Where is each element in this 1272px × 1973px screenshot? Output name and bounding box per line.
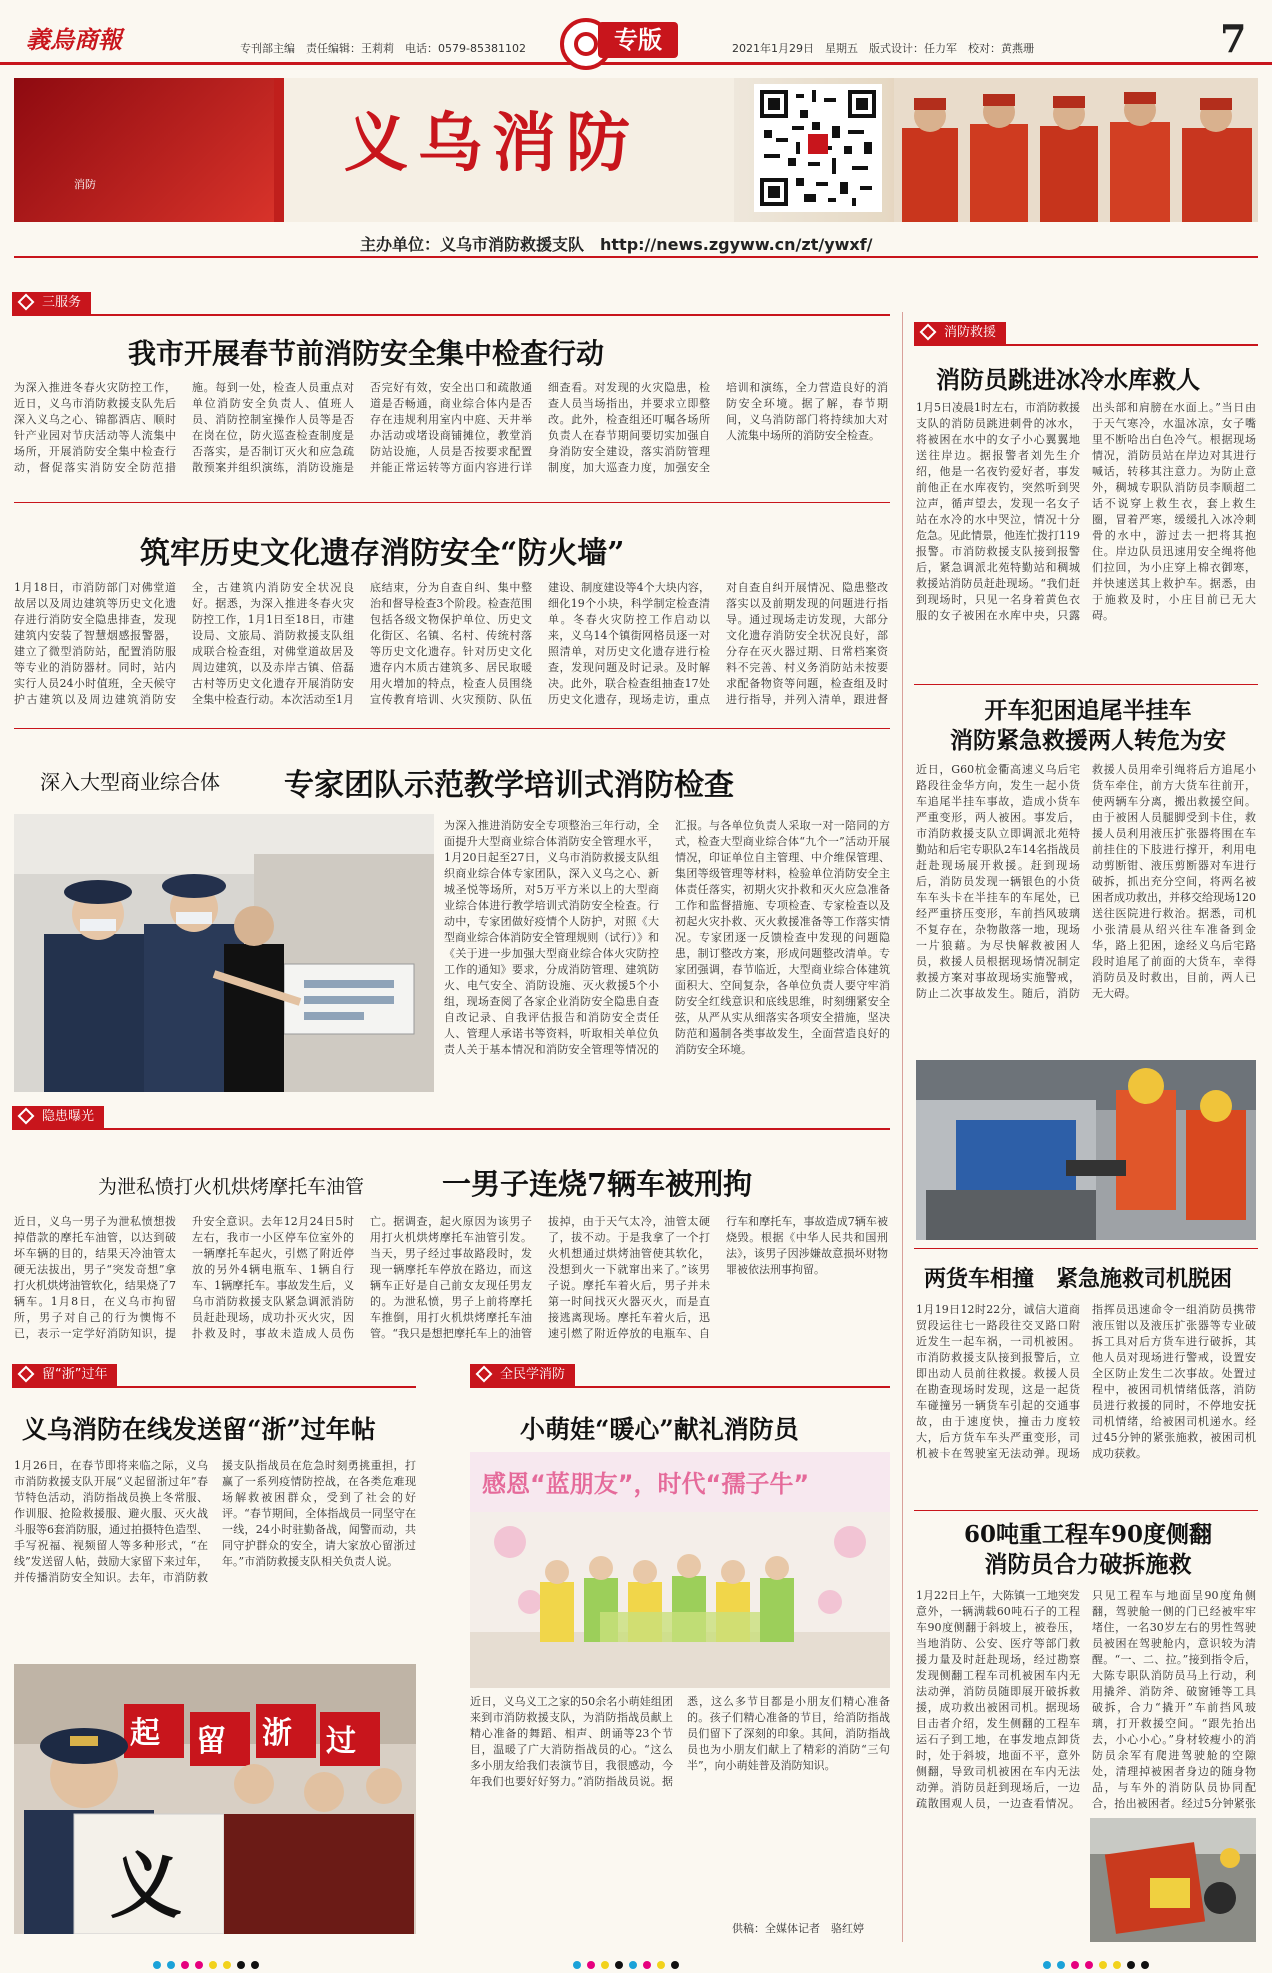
section-rule (12, 1128, 890, 1130)
article-3-title: 专家团队示范教学培训式消防检查 (284, 768, 734, 803)
article-4-body: 1月5日凌晨1时左右，市消防救援支队的消防员跳进刺骨的冰水，将被困在水中的女子小心翼翼地送往岸边。据报警者刘先生介绍，他是一名夜钓爱好者，事发前他正在水库夜钓，突然听到哭泣声，循声望去，发现一名女子站在水冷的水中哭泣，情况十分危急。见此情景，他连忙拨打119报警。市消防救援支队接到报警后，紧急调派北苑特勤站和稠城救援站消防员赶赴现场。“我们赶到现场时，只见一名身着黄色衣服的女子被困在水库中央，只露出头部和肩膀在水面上。”当日由于天气寒冷，水温冰凉，女子嘴里不断哈出白色冷气。根据现场情况，消防员站在岸边对其进行喊话，转移其注意力。为防止意外，稠城专职队消防员李顺超二话不说穿上救生衣，套上救生圈，冒着严寒，缓缓扎入冰冷刺骨的水中，游过去一把将其抱住。岸边队员迅速用安全绳将他们拉回，为小庄穿上棉衣御寒，并快速送其上救护车。据悉，由于施救及时，小庄目前已无大碍。 (916, 401, 1256, 622)
article-9-title: 义乌消防在线发送留“浙”过年帖 (22, 1415, 376, 1444)
footer-dots-right (1040, 1954, 1152, 1973)
photo-caption-banner: 感恩“蓝朋友”，时代“孺子牛” (482, 1470, 810, 1498)
section-rule (470, 1386, 890, 1388)
article-4-title: 消防员跳进冰冷水库救人 (936, 365, 1200, 394)
article-10-title: 小萌娃“暖心”献礼消防员 (520, 1415, 799, 1444)
article-1-title: 我市开展春节前消防安全集中检查行动 (128, 337, 605, 370)
footer-dots-center (570, 1954, 682, 1973)
article-3-kicker: 深入大型商业综合体 (40, 770, 220, 794)
divider (14, 728, 890, 729)
article-9-body: 1月26日，在春节即将来临之际，义乌市消防救援支队开展“义起留浙过年”春节特色活动，消防指战员换上冬常服、作训服、抢险救援服、避火服、灭火战斗服等6套消防服，通过拍摄特色造型、手写祝福、视频留人等多种形式，“在线”发送留人帖，鼓励大家留下来过年，并传播消防安全知识。去年，市消防救援支队指战员在危急时刻勇挑重担，打赢了一系列疫情防控战，在各类危难现场解救被困群众，受到了社会的好评。“春节期间，全体指战员一同坚守在一线，24小时驻勤备战，闻警而动，共同守护群众的安全，请大家放心留浙过年。”市消防救援支队相关负责人说。 (14, 1459, 416, 1584)
article-8-title-right: 一男子连烧7辆车被刑拘 (442, 1167, 753, 1201)
poster-char-zhe: 浙 (262, 1716, 292, 1751)
divider (914, 684, 1258, 685)
overturned-truck-photo (1090, 1818, 1256, 1942)
section-rule (914, 344, 1258, 346)
sponsor-line: 主办单位：义乌市消防救援支队 http://news.zgyww.cn/zt/ywxf/ (360, 235, 873, 254)
liuzhe-poster-photo (14, 1664, 416, 1934)
column-divider (902, 312, 903, 1942)
article-8-title-left: 为泄私愤打火机烘烤摩托车油管 (98, 1176, 365, 1198)
article-3-body: 为深入推进消防安全专项整治三年行动，全面提升大型商业综合体消防安全管理水平，1月20日起至27日，义乌市消防救援支队组织商业综合体专家团队，深入义乌之心、新城圣悦等场所，对5万平方米以上的大型商业综合体进行教学培训式消防安全检查。行动中，专家团做好疫情个人防护，对照《大型商业综合体消防安全管理规则（试行）》和《关于进一步加强大型商业综合体火灾防控工作的通知》要求，分成消防管理、建筑防火、电气安全、消防设施、灭火救援5个小组，现场查阅了各家企业消防安全隐患自查自改记录、自我评估报告和消防安全责任人、管理人承诺书等资料，听取相关单位负责人关于基本情况和消防安全管理等情况的汇报。与各单位负责人采取一对一陪同的方式，检查大型商业综合体“九个一”活动开展情况，印证单位自主管理、中介维保管理、集团等级管理等材料，检验单位消防安全主体责任落实，初期火灾扑救和灭火应急准备工作和监督措施、专项检查、专家检查以及初起火灾扑救、灭火救援准备等工作落实情况。专家团逐一反馈检查中发现的问题隐患，制订整改方案，形成问题整改清单。专家团强调，春节临近，大型商业综合体建筑面积大、空间复杂，各单位负责人要守牢消防安全红线意识和底线思维，时刻绷紧安全弦，从严从实从细落实各项安全措施，坚决防范和遏制各类事故发生，全面营造良好的消防安全环境。 (444, 819, 890, 1056)
qr-code[interactable] (754, 84, 882, 212)
poster-char-qi: 起 (130, 1716, 160, 1751)
banner-left-text: 消防 (74, 178, 96, 191)
article-5-body: 近日，G60杭金衢高速义乌后宅路段往金华方向，发生一起小货车追尾半挂车事故，造成小货车严重变形，两人被困。事发后，市消防救援支队立即调派北苑特勤站和后宅专职队2车14名指战员赶赴现场展开救援。赶到现场后，消防员发现一辆银色的小货车车头卡在半挂车的车尾处，已经严重挤压变形，车前挡风玻璃不复存在，杂物散落一地，现场一片狼藉。为尽快解救被困人员，救援人员根据现场情况制定救援方案对事故现场实施警戒，防止二次事故发生。随后，消防救援人员用牵引绳将后方追尾小货车牵住，前方大货车往前开，使两辆车分离，搬出救援空间。由于被困人员腿脚受到卡住，救援人员利用液压扩张器将围在车前挂住的下肢进行撑开，利用电动剪断钳、液压剪断器对车进行破拆，抓出充分空间，将两名被困者成功救出，并移交给现场120送往医院进行救治。据悉，司机小张清晨从绍兴往车准备到金华，路上犯困，途经义乌后宅路段时追尾了前面的大货车，幸得消防员及时救出，目前，两人已无大碍。 (916, 763, 1256, 1000)
editorial-credits: 专刊部主编 责任编辑：王莉莉 电话：0579-85381102 (240, 42, 526, 55)
banner-flame-area (14, 78, 274, 222)
article-10-body: 近日，义乌义工之家的50余名小萌娃组团来到市消防救援支队，为消防指战员献上精心准备的舞蹈、相声、朗诵等23个节目，温暖了广大消防指战员的心。“这么多小朋友给我们表演节目，我很感动，今年我们也要好好努力。”消防指战员说。据悉，这么多节目都是小朋友们精心准备的。孩子们精心准备的节目，给消防指战员们留下了深刻的印象。其间，消防指战员也为小朋友们献上了精彩的消防“三句半”，向小萌娃普及消防知识。 (470, 1695, 890, 1788)
article-1-body: 为深入推进冬春火灾防控工作，近日，义乌市消防救援支队先后深入义乌之心、锦都酒店、顺时针产业园对节庆活动等人流集中场所，开展消防安全集中检查行动，督促落实消防安全防范措施。每到一处，检查人员重点对单位消防安全负责人、值班人员、消防控制室操作人员等是否在岗在位，防火巡查检查制度是否落实，是否制订灭火和应急疏散预案并组织演练，消防设施是否完好有效，安全出口和疏散通道是否畅通，商业综合体内是否存在违规利用室内中庭、天井举办活动或堵设商铺摊位，教堂消防站设施，人员是否按要求配置并能正常运转等方面内容进行详细查看。对发现的火灾隐患，检查人员当场指出，并要求立即整改。此外，检查组还叮嘱各场所负责人在春节期间要切实加强自身消防安全建设，落实消防管理制度，加大巡查力度，加强安全培训和演练，全力营造良好的消防安全环境。据了解，春节期间，义乌消防部门将持续加大对人流集中场所的消防安全检查。 (14, 381, 888, 474)
article-5-title: 开车犯困追尾半挂车 消防紧急救援两人转危为安 (950, 697, 1226, 754)
truck-rescue-photo (916, 1060, 1256, 1240)
newspaper-logo: 義烏商報 (26, 25, 122, 54)
page-number: 7 (1220, 16, 1247, 61)
article-6-body: 1月19日12时22分，诚信大道商贸段运往七一路段往交叉路口附近发生一起车祸，一司机被困。市消防救援支队接到报警后，立即出动人员前往救援。救援人员在勘查现场时发现，这是一起货车碰撞另一辆货车引起的交通事故，由于速度快，撞击力度较大，后方货车车头严重变形，司机被卡在驾驶室无法动弹。现场指挥员迅速命令一组消防员携带液压钳以及液压扩张器等专业破拆工具对后方货车进行破拆，其他人员对现场进行警戒，设置安全区防止发生二次事故。处置过程中，被困司机情绪低落，消防员进行救援的同时，不停地安抚司机情绪，给被困司机递水。经过45分钟的紧张施救，被困司机成功获救。 (916, 1303, 1256, 1460)
section-tag-jiuyuan: 消防救援 (914, 322, 1006, 344)
article-8-body: 近日，义乌一男子为泄私愤想拨掉借款的摩托车油管，以达到破坏车辆的目的，结果天冷油管太硬无法拔出，男子“突发奇想”拿打火机烘烤油管软化，结果烧了7辆车。1月8日，在义乌市拘留所，男子对自己的行为懊悔不已，表示一定学好消防知识，提升安全意识。去年12月24日5时左右，我市一小区停车位室外的一辆摩托车起火，引燃了附近停放的另外4辆电瓶车、1辆自行车、1辆摩托车。事故发生后，义乌市消防救援支队紧急调派消防员赶赴现场，成功扑灭火灾，因扑救及时，事故未造成人员伤亡。据调查，起火原因为该男子用打火机烘烤摩托车油管引发。当天，男子经过事故路段时，发现一辆摩托车停放在路边，而这辆车正好是自己前女友现任男友的。为泄私愤，男子上前将摩托车推倒，用打火机烘烤摩托车油管。“我只是想把摩托车上的油管拔掉，由于天气太冷，油管太硬了，拔不动。于是我拿了一个打火机想通过烘烤油管使其软化，没想到火一下就窜出来了。”该男子说。摩托车着火后，男子并未第一时间找灭火器灭火，而是直接逃离现场。摩托车着火后，迅速引燃了附近停放的电瓶车、自行车和摩托车，事故造成7辆车被烧毁。根据《中华人民共和国刑法》，该男子因涉嫌故意损坏财物罪被依法刑事拘留。 (14, 1215, 888, 1340)
divider (914, 1248, 1258, 1249)
section-banner (14, 78, 1258, 222)
footer-color-bar (0, 1950, 1272, 1971)
article-7-body: 1月22日上午，大陈镇一工地突发意外，一辆满载60吨石子的工程车90度侧翻于斜坡上，被卷压，当地消防、公安、医疗等部门救援力量及时赶赴现场，经过勘察发现侧翻工程车司机被困车内无法动弹，消防员随即展开破拆救援，成功救出被困司机。据现场目击者介绍，发生侧翻的工程车运石子到工地，在事发地点卸货时，处于斜坡，地面不平，意外侧翻，导致司机被困在车内无法动弹。消防员赶到现场后，一边疏散围观人员，一边查看情况。只见工程车与地面呈90度角侧翻，驾驶舱一侧的门已经被牢牢堵住，一名30岁左右的男性驾驶员被困在驾驶舱内，意识较为清醒。“一、二、拉。”接到指令后，大陈专职队消防员马上行动，利用撬斧、消防斧、破窗锤等工具破拆，合力“撬开”车前挡风玻璃，打开救援空间。“跟先抬出去，小心小心。”身材较瘦小的消防员余军有爬进驾驶舱的空隙处，清理掉被困者身边的随身物品，与车外的消防队员协同配合，抬出被困者。经过5分钟紧张 (916, 1589, 1256, 1810)
sponsor-rule (14, 256, 1258, 258)
poster-char-guo: 过 (326, 1724, 356, 1759)
section-tag-sanfuwu: 三服务 (12, 292, 91, 314)
section-tag-quanmin: 全民学消防 (470, 1364, 575, 1386)
poster-yi-char: 义 (110, 1843, 183, 1928)
section-tag-liuzhe: 留“浙”过年 (12, 1364, 117, 1386)
article-7-title: 60吨重工程车90度侧翻 消防员合力破拆施救 (963, 1521, 1212, 1578)
banner-title: 义乌消防 (344, 106, 640, 181)
section-rule (12, 314, 890, 316)
firefighters-lineup-image (894, 78, 1258, 222)
footer-dots-left (150, 1954, 262, 1973)
section-tag-yinhuan: 隐患曝光 (12, 1106, 104, 1128)
section-rule (12, 1386, 416, 1388)
article-10-byline: 供稿：全媒体记者 骆红婷 (732, 1922, 864, 1935)
divider (14, 502, 890, 503)
divider (914, 1510, 1258, 1511)
badge-label: 专版 (598, 22, 678, 58)
dateline: 2021年1月29日 星期五 版式设计：任力军 校对：黄燕珊 (732, 42, 1034, 55)
inspection-training-photo (14, 814, 434, 1092)
article-2-body: 1月18日，市消防部门对佛堂道故居以及周边建筑等历史文化遗存进行消防安全隐患排查，发现建筑内安装了智慧烟感报警器，建立了微型消防站，配置消防服等专业的消防器材。同时，站内实行人员24小时值班，全天候守护古建筑以及周边建筑消防安全，古建筑内消防安全状况良好。据悉，为深入推进冬春火灾防控工作，1月1日至18日，市建设局、文旅局、消防救援支队组成联合检查组，对佛堂道故居及周边建筑，以及赤岸古镇、倍磊古村等历史文化遗存开展消防安全集中检查行动。本次活动至1月底结束，分为自查自纠、集中整治和督导检查3个阶段。检查范围包括各级文物保护单位、历史文化街区、名镇、名村、传统村落等历史文化遗存。针对历史文化遗存内木质古建筑多、居民取暖用火增加的特点，检查人员围绕宣传教育培训、火灾预防、队伍建设、制度建设等4个大块内容，细化19个小块，科学制定检查清单。冬春火灾防控工作启动以来，义乌14个镇街网格员逐一对照清单，对历史文化遗存进行检查，发现问题及时记录。及时解决。此外，联合检查组抽查17处历史文化遗存，现场走访，重点对自查自纠开展情况、隐患整改落实以及前期发现的问题进行指导。通过现场走访发现，大部分文化遗存消防安全状况良好，部分存在灭火器过期、日常档案资料不完善、村义务消防站未按要求配备物资等问题，检查组及时进行指导，并列入清单，跟进督 (14, 581, 888, 706)
article-2-title: 筑牢历史文化遗存消防安全“防火墙” (140, 536, 625, 571)
article-6-title: 两货车相撞 紧急施救司机脱困 (924, 1266, 1233, 1292)
poster-char-liu: 留 (196, 1724, 226, 1759)
